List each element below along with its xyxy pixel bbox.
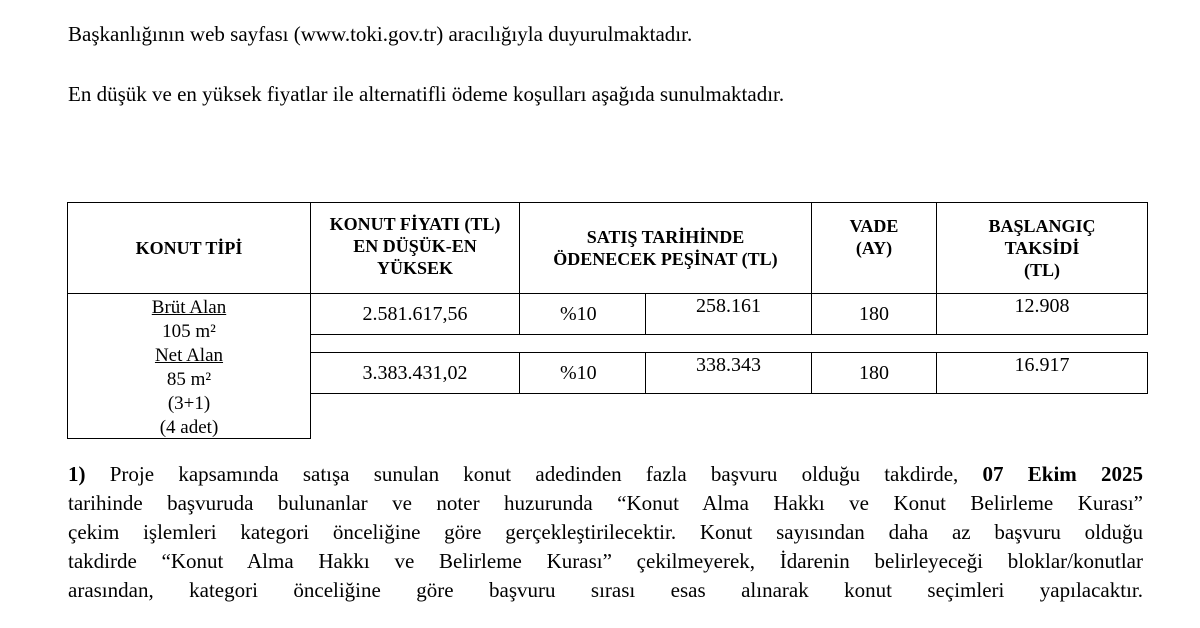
header-taksit <box>936 202 1148 294</box>
net-alan-value: 85 m² <box>166 369 212 390</box>
row-2-percent-text: %10 <box>560 361 597 384</box>
header-pesinat <box>519 202 812 294</box>
header-konut-tipi <box>67 202 311 294</box>
paragraph-line-3: çekim işlemleri kategori önceliğine göre gerçekleştirilecektir. Konut sayısından daha az başvuru olduğu <box>68 520 1143 544</box>
table-row-2-down <box>645 352 812 394</box>
paragraph-date: 07 Ekim 2025 <box>982 462 1144 486</box>
header-pesinat-line-1: SATIŞ TARİHİNDE <box>586 227 745 247</box>
header-konut-fiyati <box>310 202 520 294</box>
paragraph-number: 1) <box>68 462 86 486</box>
row-1-term-text: 180 <box>859 302 889 325</box>
net-alan-label: Net Alan <box>154 345 224 366</box>
intro-line-2: En düşük ve en yüksek fiyatlar ile alternatifli ödeme koşulları aşağıda sunulmaktadır. <box>68 82 785 106</box>
paragraph-line-2: tarihinde başvuruda bulunanlar ve noter huzurunda “Konut Alma Hakkı ve Konut Belirleme Kurası” <box>68 491 1143 515</box>
table-row-2-percent <box>519 352 646 394</box>
header-fiyat-line-3: YÜKSEK <box>376 258 453 278</box>
row-2-installment-text: 16.917 <box>1014 354 1070 376</box>
table-row-2-price <box>310 352 520 394</box>
table-row-1-price <box>310 293 520 335</box>
brut-alan-value: 105 m² <box>162 321 216 342</box>
row-1-price-text: 2.581.617,56 <box>362 302 468 325</box>
header-konut-tipi-text: KONUT TİPİ <box>135 238 243 258</box>
header-pesinat-line-2: ÖDENECEK PEŞİNAT (TL) <box>553 249 778 269</box>
header-vade-line-2: (AY) <box>855 238 893 258</box>
table-row-2-term <box>811 352 937 394</box>
row-1-percent-text: %10 <box>560 302 597 325</box>
unit-count: (4 adet) <box>159 417 219 438</box>
paragraph-line-1-text: Proje kapsamında satışa sunulan konut adedinden fazla başvuru olduğu takdirde, <box>109 462 959 486</box>
row-1-installment-text: 12.908 <box>1014 295 1070 317</box>
paragraph-line-1 <box>68 460 1143 489</box>
table-row-1-term <box>811 293 937 335</box>
table-row-1-installment <box>936 293 1148 335</box>
header-fiyat-line-1: KONUT FİYATI (TL) <box>329 214 501 234</box>
table-row-1-percent <box>519 293 646 335</box>
header-fiyat-line-2: EN DÜŞÜK-EN <box>353 236 477 256</box>
paragraph-line-4: takdirde “Konut Alma Hakkı ve Belirleme Kurası” çekilmeyerek, İdarenin belirleyeceği bloklar/konutlar <box>68 549 1143 573</box>
intro-line-1: Başkanlığının web sayfası (www.toki.gov.tr) aracılığıyla duyurulmaktadır. <box>68 22 693 46</box>
paragraph-line-5: arasından, kategori önceliğine göre başvuru sırası esas alınarak konut seçimleri yapılacaktır. <box>68 578 1143 602</box>
header-taksit-line-3: (TL) <box>1024 260 1060 280</box>
table-row-1-down <box>645 293 812 335</box>
table-row-2-installment <box>936 352 1148 394</box>
room-count: (3+1) <box>167 393 211 414</box>
row-2-down-text: 338.343 <box>696 354 761 376</box>
konut-tipi-cell <box>67 293 311 439</box>
row-1-down-text: 258.161 <box>696 295 761 317</box>
header-vade-line-1: VADE <box>849 216 899 236</box>
condition-paragraph <box>68 460 1143 605</box>
header-taksit-line-2: TAKSİDİ <box>1004 238 1080 258</box>
header-vade <box>811 202 937 294</box>
row-2-term-text: 180 <box>859 361 889 384</box>
brut-alan-label: Brüt Alan <box>151 297 227 318</box>
row-2-price-text: 3.383.431,02 <box>362 361 468 384</box>
header-taksit-line-1: BAŞLANGIÇ <box>988 216 1096 236</box>
